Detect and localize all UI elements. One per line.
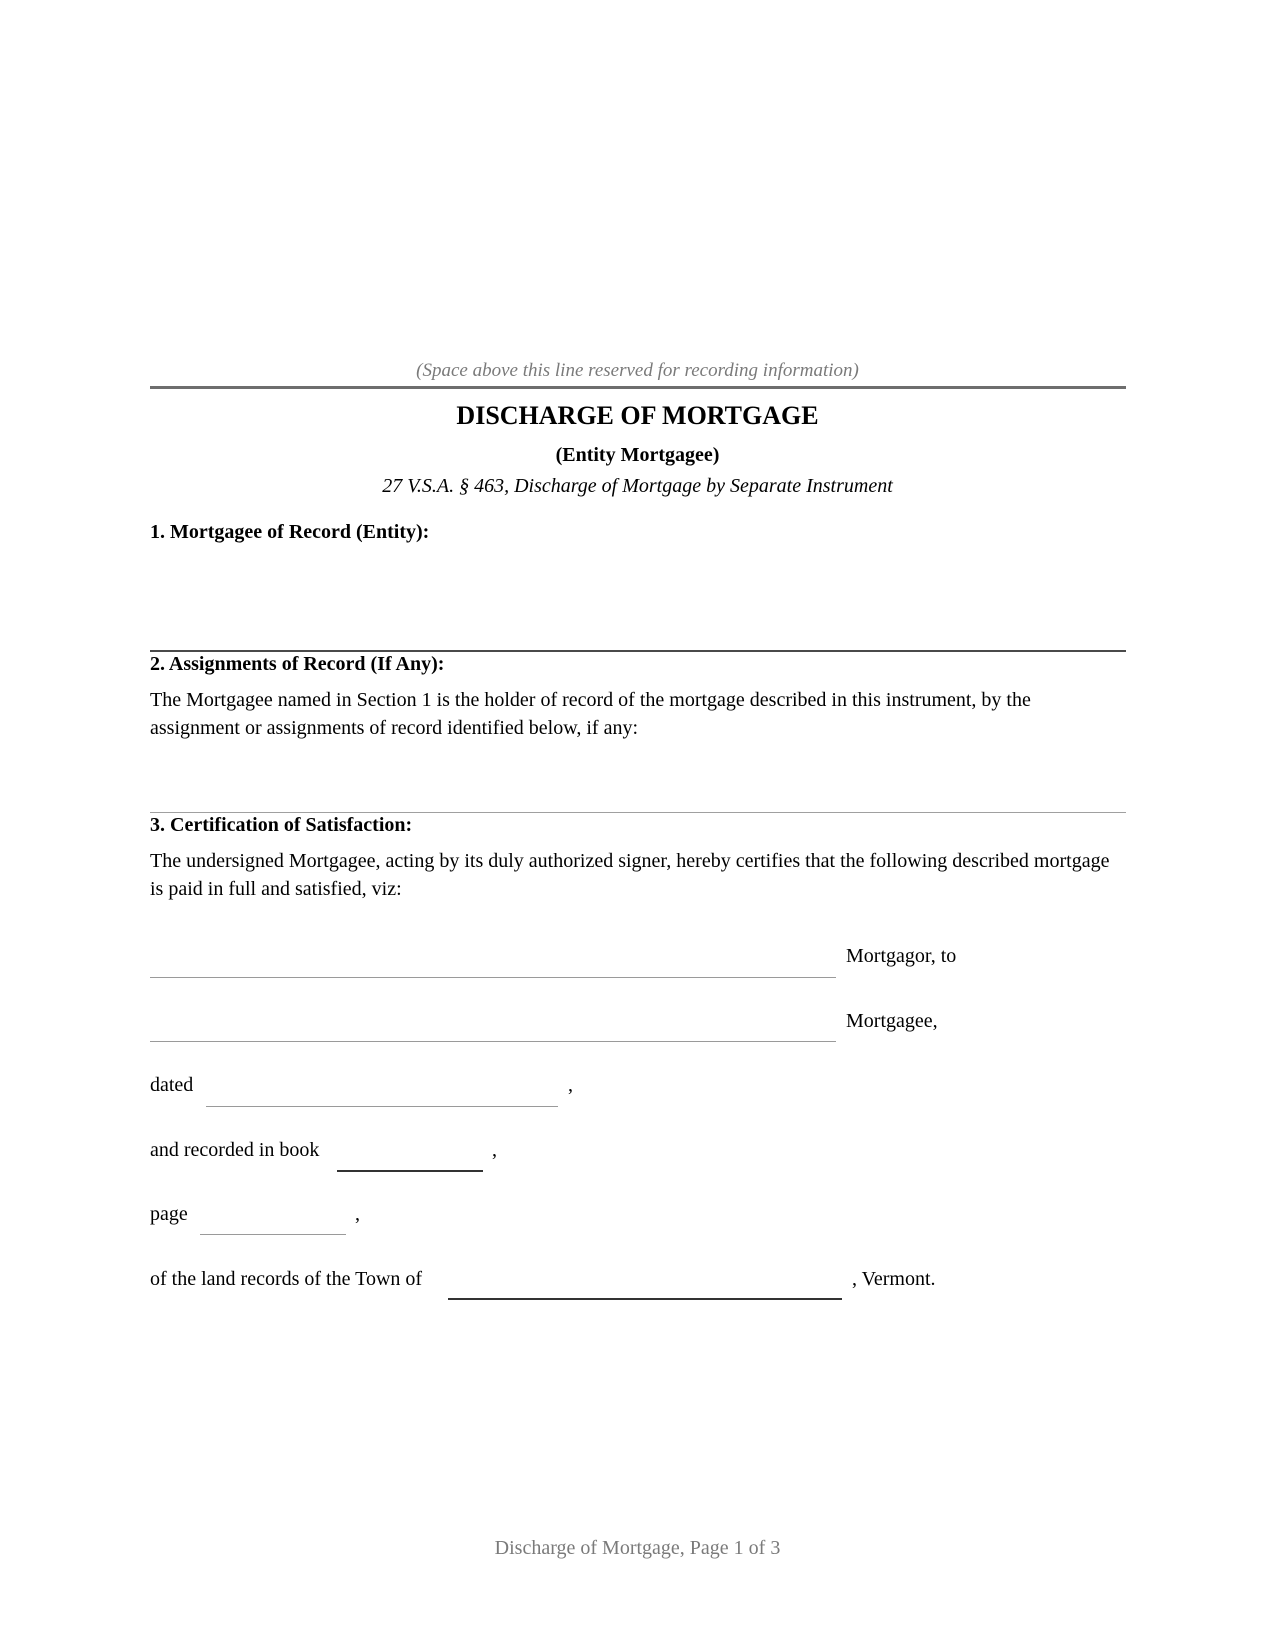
- recording-separator-line: [150, 386, 1126, 389]
- statute-citation: 27 V.S.A. § 463, Discharge of Mortgage by Separate Instrument: [382, 475, 893, 497]
- vermont-suffix: , Vermont.: [852, 1268, 936, 1290]
- mortgagee-name-field[interactable]: [150, 1010, 836, 1040]
- book-label: and recorded in book: [150, 1139, 320, 1161]
- page-footer: Discharge of Mortgage, Page 1 of 3: [494, 1537, 781, 1559]
- town-field[interactable]: [448, 1267, 842, 1297]
- section-2-heading: 2. Assignments of Record (If Any):: [150, 653, 445, 675]
- mortgagee-name-line: [150, 1041, 836, 1042]
- book-field[interactable]: [337, 1139, 483, 1169]
- page-line: [200, 1234, 346, 1235]
- document-title: DISCHARGE OF MORTGAGE: [456, 401, 819, 430]
- section-1-heading: 1. Mortgagee of Record (Entity):: [150, 521, 430, 543]
- dated-label: dated: [150, 1074, 194, 1096]
- mortgagee-of-record-field[interactable]: [150, 560, 1126, 648]
- book-comma: ,: [492, 1139, 497, 1161]
- section-2-body: The Mortgagee named in Section 1 is the holder of record of the mortgage described in this instrument, by the assignment or assignments of record identified below, if any:: [150, 689, 1031, 739]
- page-label: page: [150, 1203, 188, 1225]
- date-field[interactable]: [206, 1075, 558, 1105]
- section-3-heading: 3. Certification of Satisfaction:: [150, 814, 413, 836]
- mortgagor-name-line: [150, 977, 836, 978]
- dated-comma: ,: [568, 1074, 573, 1096]
- town-line: [448, 1298, 842, 1300]
- mortgagor-name-field[interactable]: [150, 946, 836, 976]
- page-field[interactable]: [200, 1203, 346, 1233]
- mortgagor-label: Mortgagor, to: [846, 945, 957, 967]
- section-3-body: The undersigned Mortgagee, acting by its duly authorized signer, hereby certifies that the following described mortgage is paid in full and satisfied, viz:: [150, 850, 1110, 900]
- assignments-of-record-field[interactable]: [150, 748, 1126, 810]
- page-comma: ,: [355, 1203, 360, 1225]
- date-line: [206, 1106, 558, 1107]
- mortgagee-label: Mortgagee,: [846, 1010, 938, 1032]
- recording-space-note: (Space above this line reserved for recording information): [416, 360, 859, 381]
- town-label: of the land records of the Town of: [150, 1268, 423, 1290]
- book-line: [337, 1170, 483, 1172]
- document-subtitle: (Entity Mortgagee): [555, 444, 720, 466]
